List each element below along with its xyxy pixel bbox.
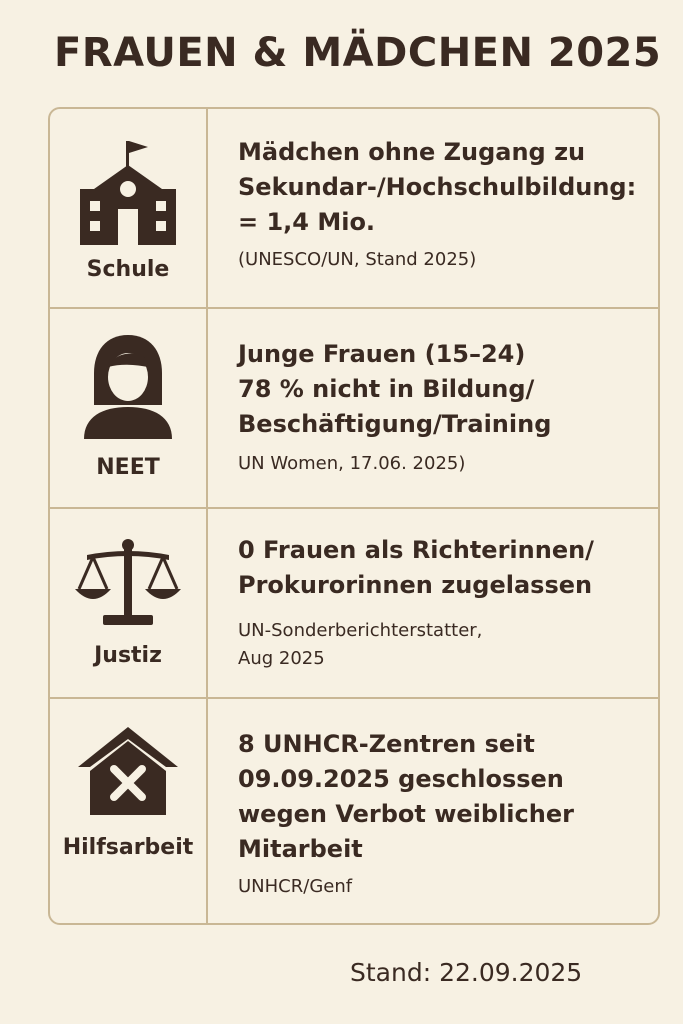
- row-label: Hilfsarbeit: [62, 835, 194, 860]
- row-icon-cell: [50, 699, 208, 925]
- table-row-schule: [50, 109, 658, 309]
- row-label: Schule: [86, 257, 170, 282]
- row-icon-cell: [50, 309, 208, 507]
- row-main-text: 8 UNHCR-Zentren seit 09.09.2025 geschlossen wegen Verbot weiblicher Mitarbeit: [238, 730, 574, 863]
- row-main-text: Mädchen ohne Zugang zu Sekundar-/Hochschulbildung: = 1,4 Mio.: [238, 138, 637, 236]
- row-source: (UNESCO/UN, Stand 2025): [238, 249, 477, 270]
- row-content: [238, 109, 648, 307]
- row-source: UNHCR/Genf: [238, 876, 353, 897]
- row-icon-cell: [50, 109, 208, 307]
- row-content: [238, 699, 648, 925]
- table-row-neet: [50, 309, 658, 509]
- table-row-justiz: [50, 509, 658, 699]
- school-icon: [78, 137, 178, 247]
- row-label: Justiz: [94, 643, 162, 668]
- row-content: [238, 509, 648, 697]
- date-stamp: Stand: 22.09.2025: [350, 958, 583, 987]
- row-source: UN-Sonderberichterstatter, Aug 2025: [238, 620, 483, 669]
- row-icon-cell: [50, 509, 208, 697]
- scales-icon: [73, 537, 183, 629]
- page-title: FRAUEN & MÄDCHEN 2025: [54, 30, 662, 76]
- house-x-icon: [76, 725, 180, 817]
- table-row-hilfsarbeit: [50, 699, 658, 925]
- facts-table: [48, 107, 660, 925]
- row-label: NEET: [96, 455, 160, 480]
- row-source: UN Women, 17.06. 2025): [238, 453, 466, 474]
- woman-icon: [82, 333, 174, 441]
- row-main-text: 0 Frauen als Richterinnen/ Prokurorinnen zugelassen: [238, 536, 594, 599]
- row-main-text: Junge Frauen (15–24) 78 % nicht in Bildung/ Beschäftigung/Training: [238, 340, 552, 438]
- row-content: [238, 309, 648, 507]
